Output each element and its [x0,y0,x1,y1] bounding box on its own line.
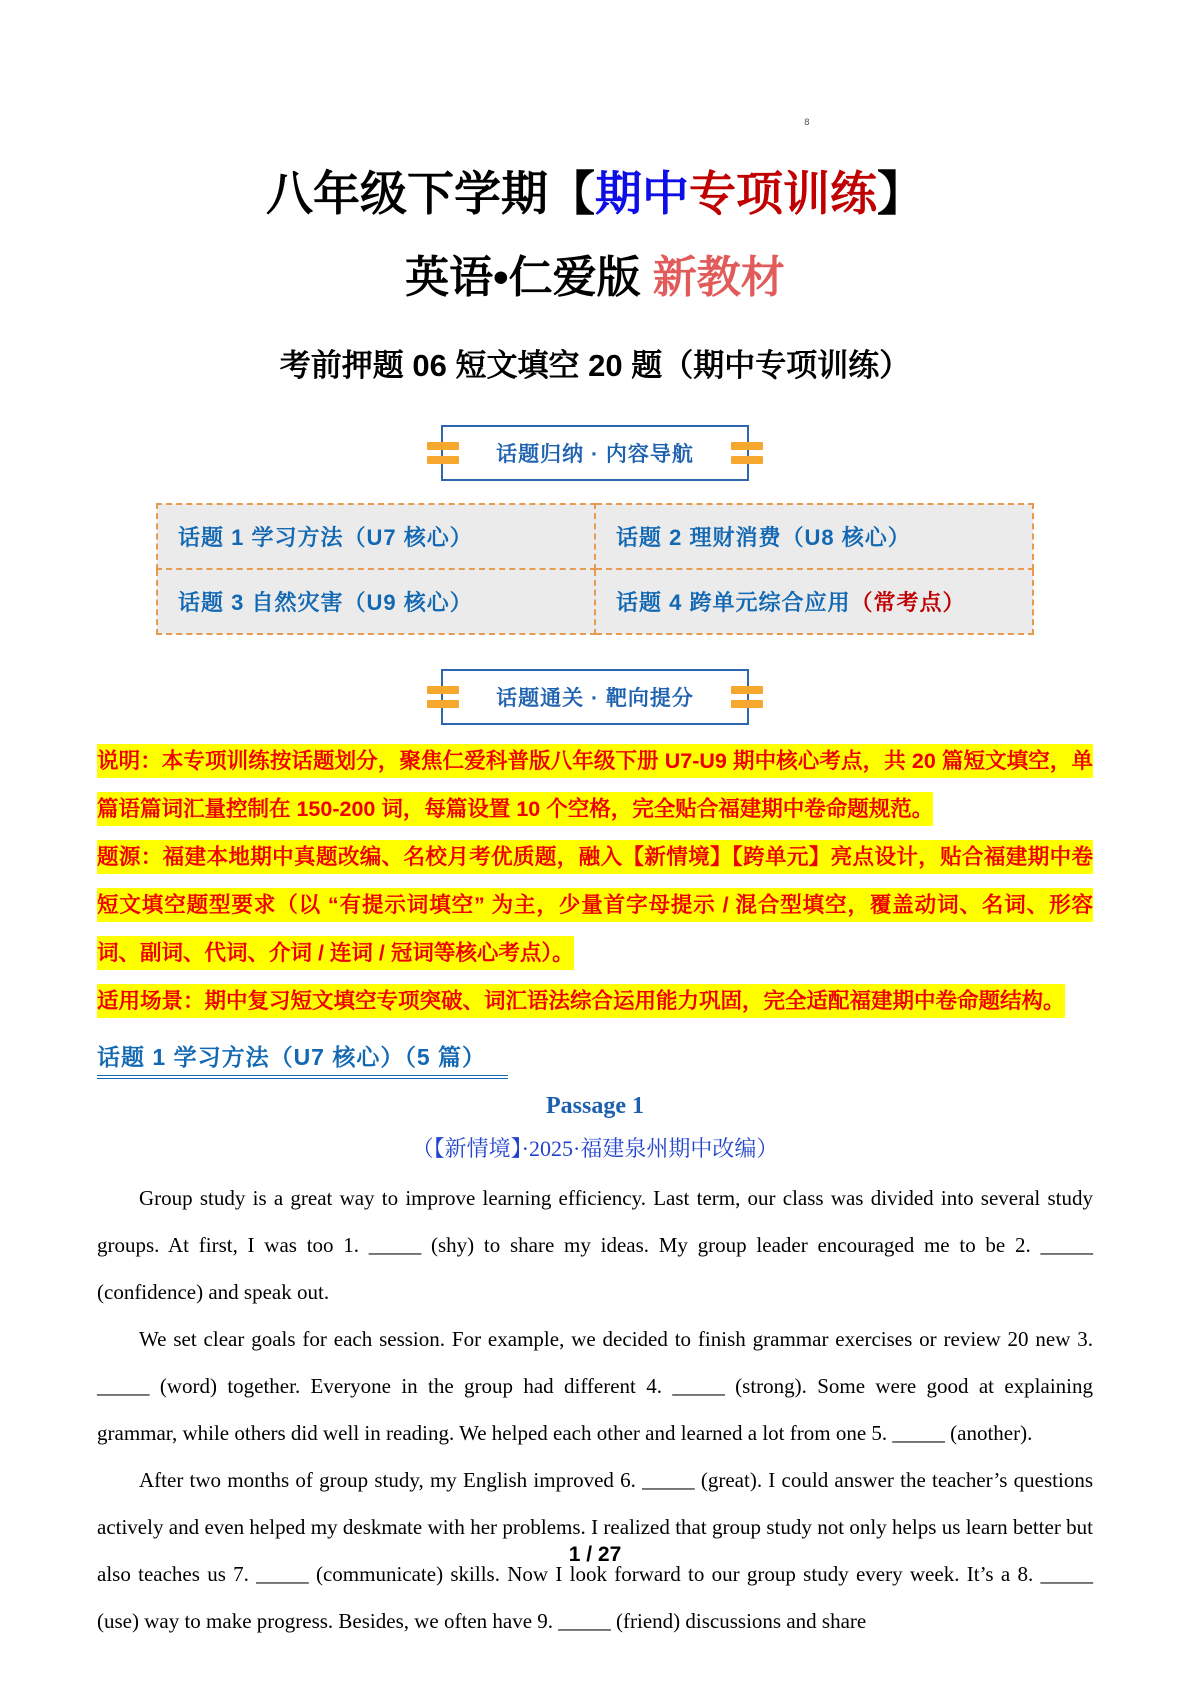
title-part-black-right: 】 [877,167,924,221]
tiny-mark: 8 [804,118,810,128]
banner-bars-right-icon [731,686,763,708]
topic-cell-3 [157,569,595,634]
topic-cell-1-text: 话题 1 学习方法（U7 核心） [178,525,473,551]
passage-body [97,1175,1093,1645]
note-description [97,737,1093,833]
exam-heading: 考前押题 06 短文填空 20 题（期中专项训练） [279,348,911,384]
topics-table [156,503,1034,635]
title-part-black-left: 八年级下学期【 [266,167,595,221]
banner-nav-label: 话题归纳 · 内容导航 [496,443,694,467]
title-part-red: 专项训练 [689,167,877,221]
passage-title: Passage 1 [546,1093,644,1120]
topics-table-row [157,504,1033,569]
subtitle-part-red: 新教材 [640,253,785,303]
topics-table-row [157,569,1033,634]
note-usage-text: 适用场景：期中复习短文填空专项突破、词汇语法综合运用能力巩固，完全适配福建期中卷命题结构。 [97,984,1065,1018]
banner-topic-nav [441,425,749,481]
section-heading-text: 话题 1 学习方法（U7 核心）（5 篇） [97,1039,508,1079]
notes-block [97,737,1093,1025]
topic-cell-1 [157,504,595,569]
note-usage [97,977,1093,1025]
passage-source: （【新情境】·2025·福建泉州期中改编） [411,1136,779,1162]
page-subtitle [97,253,1093,304]
passage-paragraph-2: We set clear goals for each session. For example, we decided to finish grammar exercises or review 20 new 3. _____ (word) together. Everyone in the group had different 4. _____ (strong). Some were good at explaining grammar, while others did well in reading. We helped each other and learned a lot from one 5. _____ (another). [97,1327,1093,1446]
topic-cell-4 [595,569,1033,634]
topic-cell-2 [595,504,1033,569]
page-content [0,31,1190,1645]
topic-cell-3-text: 话题 3 自然灾害（U9 核心） [178,590,473,616]
banner-bars-right-icon [731,442,763,464]
topic-cell-2-text: 话题 2 理财消费（U8 核心） [616,525,911,551]
topic-cell-4-text: 话题 4 跨单元综合应用 [616,590,851,616]
note-description-text: 说明：本专项训练按话题划分，聚焦仁爱科普版八年级下册 U7-U9 期中核心考点，共 20 篇短文填空，单篇语篇词汇量控制在 150-200 词，每篇设置 10 个空格，完全贴合福建期中卷命题规范。 [97,744,1093,826]
banner-boost-label: 话题通关 · 靶向提分 [496,687,694,711]
title-part-blue: 期中 [595,167,689,221]
banner-score-boost [441,669,749,725]
topic-cell-4-note: （常考点） [850,590,966,616]
note-source [97,833,1093,977]
banner-bars-left-icon [427,442,459,464]
passage-paragraph-3: After two months of group study, my English improved 6. _____ (great). I could answer the teacher’s questions actively and even helped my deskmate with her problems. I realized that group study not only helps us learn better but also teaches us 7. _____ (communicate) skills. Now I look forward to our group study every week. It’s a 8. _____ (use) way to make progress. Besides, we often have 9. _____ (friend) discussions and share [97,1468,1093,1634]
section-heading [97,1039,1093,1079]
page-number: 1 / 27 [568,1543,622,1566]
page-title [97,31,1093,221]
subtitle-part-black: 英语•仁爱版 [405,253,641,303]
note-source-text: 题源：福建本地期中真题改编、名校月考优质题，融入【新情境】【跨单元】亮点设计，贴合福建期中卷短文填空题型要求（以 “有提示词填空” 为主，少量首字母提示 / 混合型填空，覆盖动词、名词、形容词、副词、代词、介词 / 连词 / 冠词等核心考点）。 [97,840,1093,970]
passage-paragraph-1: Group study is a great way to improve learning efficiency. Last term, our class was divided into several study groups. At first, I was too 1. _____ (shy) to share my ideas. My group leader encouraged me to be 2. _____ (confidence) and speak out. [97,1186,1093,1305]
banner-bars-left-icon [427,686,459,708]
